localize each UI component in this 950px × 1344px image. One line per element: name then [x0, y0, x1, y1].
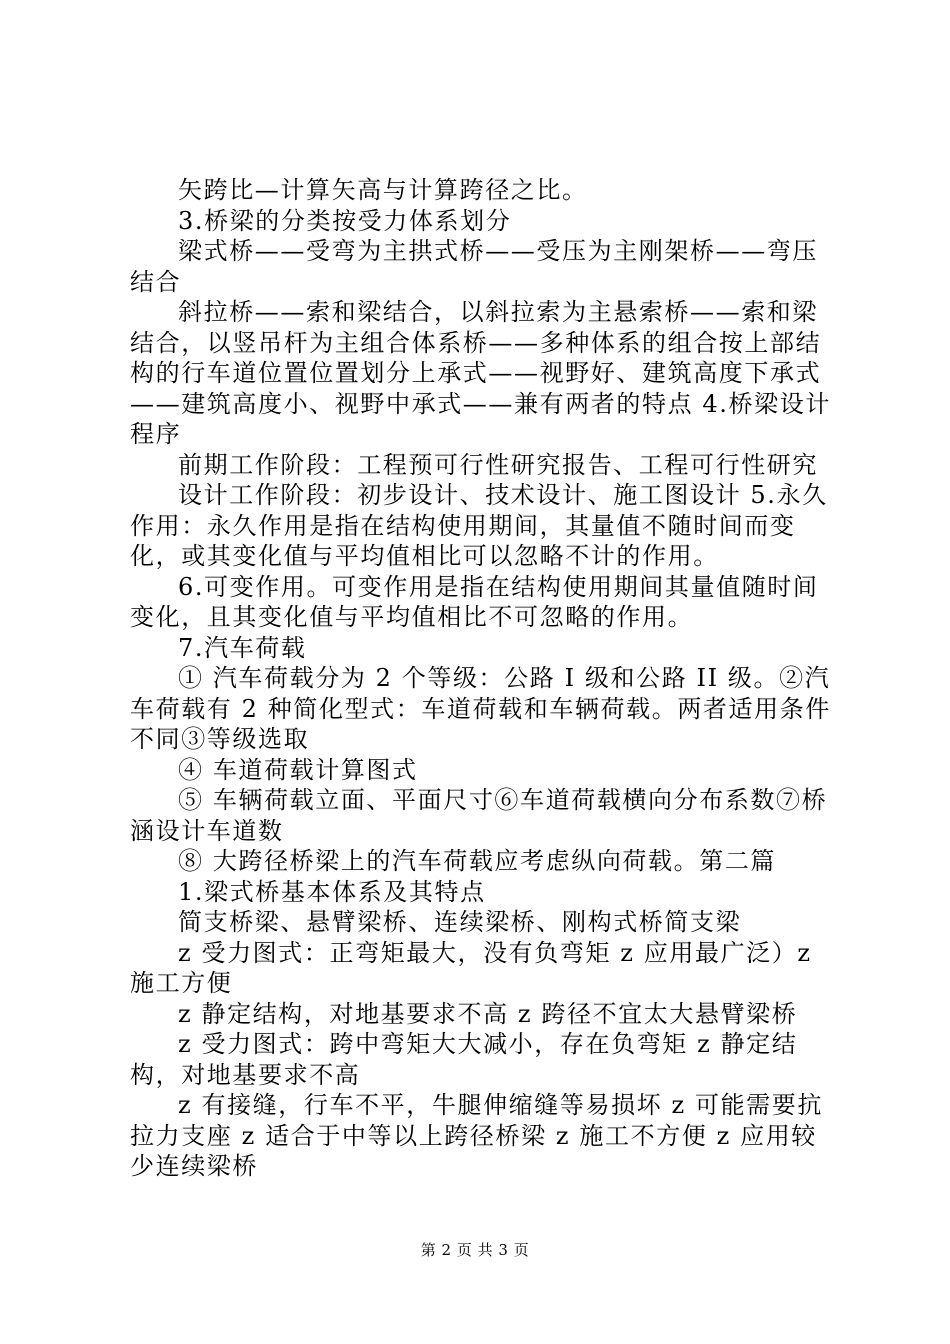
paragraph: z 受力图式：跨中弯矩大大减小，存在负弯矩 z 静定结构，对地基要求不高: [130, 1030, 798, 1089]
paragraph: 梁式桥——受弯为主拱式桥——受压为主刚架桥——弯压结合: [130, 237, 818, 296]
paragraph: 3.桥梁的分类按受力体系划分: [178, 206, 512, 235]
paragraph: 矢跨比—计算矢高与计算跨径之比。: [178, 176, 588, 204]
paragraph: z 受力图式：正弯矩最大，没有负弯矩 z 应用最广泛）z 施工方便: [130, 938, 812, 997]
page-number-footer: 第 2 页 共 3 页: [420, 1241, 530, 1259]
paragraph: 前期工作阶段：工程预可行性研究报告、工程可行性研究: [178, 450, 818, 479]
paragraph: z 有接缝，行车不平，牛腿伸缩缝等易损坏 z 可能需要抗拉力支座 z 适合于中等以上跨径桥梁 z 施工不方便 z 应用较少连续梁桥: [130, 1091, 823, 1180]
paragraph: 设计工作阶段：初步设计、技术设计、施工图设计 5.永久作用：永久作用是指在结构使用期间，其量值不随时间而变化，或其变化值与平均值相比可以忽略不计的作用。: [130, 481, 828, 570]
paragraph: ⑤ 车辆荷载立面、平面尺寸⑥车道荷载横向分布系数⑦桥涵设计车道数: [130, 786, 828, 845]
paragraph: 1.梁式桥基本体系及其特点: [178, 877, 486, 906]
paragraph: 6.可变作用。可变作用是指在结构使用期间其量值随时间变化，且其变化值与平均值相比不可忽略的作用。: [130, 572, 819, 631]
paragraph: z 静定结构，对地基要求不高 z 跨径不宜太大悬臂梁桥: [178, 999, 798, 1028]
paragraph: ④ 车道荷载计算图式: [178, 755, 418, 784]
paragraph: 简支桥梁、悬臂梁桥、连续梁桥、刚构式桥简支梁: [178, 908, 742, 936]
paragraph: 斜拉桥——索和梁结合，以斜拉索为主悬索桥——索和梁结合，以竖吊杆为主组合体系桥——多种体系的组合按上部结构的行车道位置位置划分上承式——视野好、建筑高度下承式——建筑高度小、视野中承式——兼有两者的特点 4.桥梁设计程序: [130, 298, 831, 448]
paragraph: ① 汽车荷载分为 2 个等级：公路 I 级和公路 II 级。②汽车荷载有 2 种简化型式：车道荷载和车辆荷载。两者适用条件不同③等级选取: [130, 664, 831, 753]
document-body: [130, 175, 835, 1182]
paragraph: 7.汽车荷载: [178, 633, 307, 662]
paragraph: ⑧ 大跨径桥梁上的汽车荷载应考虑纵向荷载。第二篇: [178, 847, 777, 875]
